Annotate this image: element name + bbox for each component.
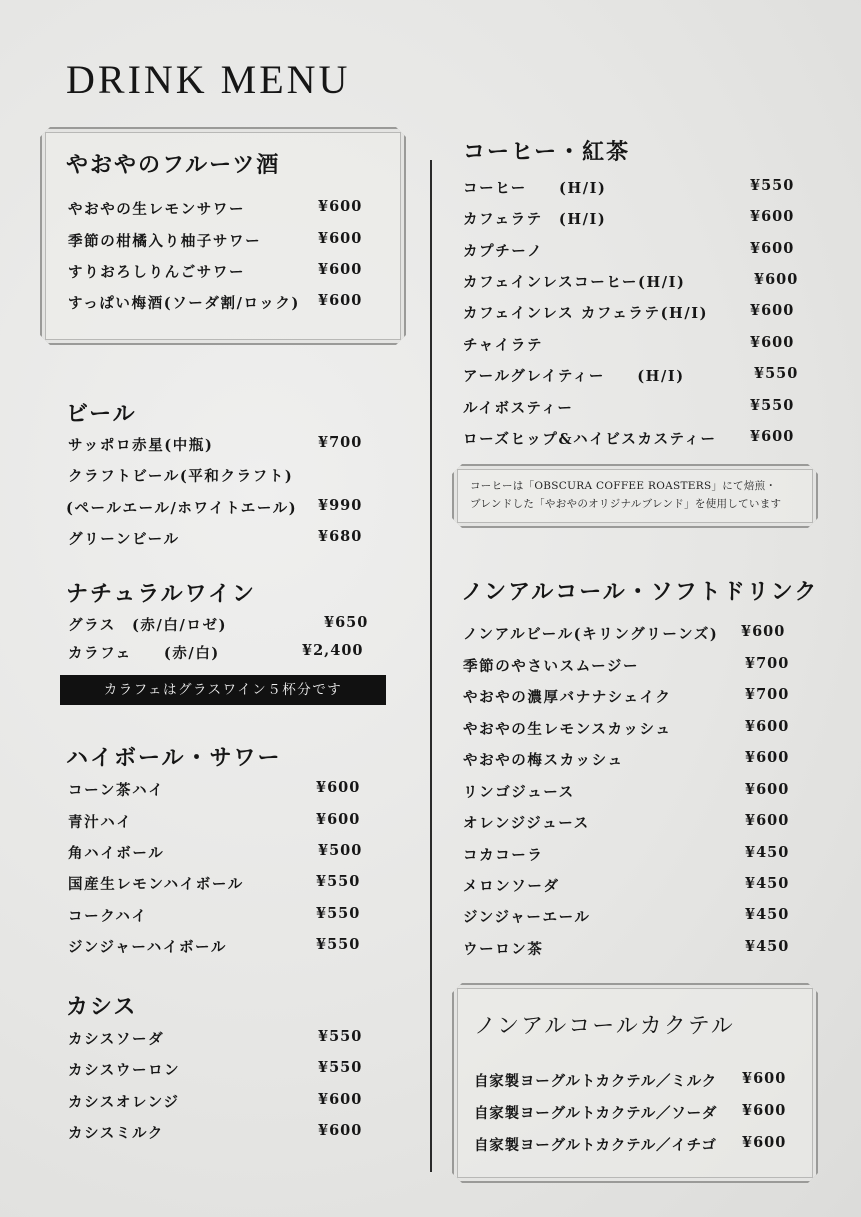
menu-item-price: ¥2,400	[302, 642, 364, 659]
menu-item-name: オレンジジュース	[463, 815, 590, 832]
menu-item-name: 自家製ヨーグルトカクテル／ソーダ	[474, 1105, 718, 1122]
menu-item-price: ¥550	[750, 397, 795, 414]
menu-item-name: ジンジャーエール	[463, 909, 591, 926]
menu-item-price: ¥650	[324, 614, 369, 631]
cassis-heading: カシス	[66, 994, 138, 1020]
menu-item-price: ¥550	[318, 1059, 363, 1076]
menu-item-price: ¥550	[316, 936, 361, 953]
menu-item-name: やおやの生レモンスカッシュ	[463, 721, 672, 738]
menu-item-price: ¥600	[750, 428, 795, 445]
menu-item-name: 自家製ヨーグルトカクテル／イチゴ	[474, 1137, 717, 1154]
menu-item-price: ¥600	[741, 623, 786, 640]
menu-item-price: ¥990	[318, 497, 363, 514]
menu-item-name: ウーロン茶	[463, 941, 544, 958]
menu-item-price: ¥600	[750, 208, 795, 225]
menu-item-name: 季節のやさいスムージー	[463, 658, 640, 675]
menu-item-name: すっぱい梅酒(ソーダ割/ロック)	[68, 295, 300, 312]
menu-item-price: ¥600	[745, 749, 790, 766]
menu-item-price: ¥600	[318, 230, 363, 247]
menu-item-name: リンゴジュース	[463, 784, 575, 801]
beer-heading: ビール	[66, 401, 137, 427]
menu-item-price: ¥550	[316, 873, 361, 890]
wine-heading: ナチュラルワイン	[66, 581, 257, 607]
menu-item-name: カフェインレス カフェラテ(H/I)	[463, 305, 709, 322]
menu-item-name: 国産生レモンハイボール	[68, 876, 244, 893]
menu-item-price: ¥600	[750, 302, 795, 319]
menu-item-name: ジンジャーハイボール	[68, 939, 227, 956]
menu-item-name: カフェインレスコーヒー(H/I)	[463, 274, 686, 291]
menu-item-price: ¥600	[750, 334, 795, 351]
coffee-note-line: コーヒーは「OBSCURA COFFEE ROASTERS」にて焙煎・	[470, 480, 777, 492]
menu-item-name: ローズヒップ&ハイビスカスティー	[463, 431, 717, 448]
menu-item-name: グラス (赤/白/ロゼ)	[68, 617, 228, 634]
fruit-heading: やおやのフルーツ酒	[66, 152, 281, 178]
menu-item-price: ¥600	[318, 1122, 363, 1139]
menu-item-price: ¥600	[316, 811, 361, 828]
menu-item-name: コーヒー (H/I)	[463, 180, 607, 197]
menu-item-price: ¥600	[750, 240, 795, 257]
menu-item-price: ¥600	[742, 1134, 787, 1151]
menu-item-name: カフェラテ (H/I)	[463, 211, 607, 228]
menu-item-name: コーン茶ハイ	[68, 782, 165, 799]
menu-item-price: ¥600	[318, 1091, 363, 1108]
menu-item-price: ¥600	[318, 198, 363, 215]
coffee-note-line: ブレンドした「やおやのオリジナルブレンド」を使用しています	[470, 498, 782, 510]
menu-item-price: ¥450	[745, 844, 790, 861]
menu-item-price: ¥450	[745, 875, 790, 892]
menu-item-name: ノンアルビール(キリングリーンズ)	[463, 626, 719, 643]
menu-item-price: ¥600	[745, 718, 790, 735]
menu-item-price: ¥550	[318, 1028, 363, 1045]
menu-item-price: ¥450	[745, 906, 790, 923]
menu-item-name: サッポロ赤星(中瓶)	[68, 437, 214, 454]
menu-item-name: 季節の柑橘入り柚子サワー	[68, 233, 262, 250]
soft-drinks-heading: ノンアルコール・ソフトドリンク	[461, 579, 819, 605]
coffee-heading: コーヒー・紅茶	[463, 139, 631, 165]
menu-item-name: やおやの梅スカッシュ	[463, 752, 624, 769]
menu-item-price: ¥500	[318, 842, 363, 859]
menu-item-price: ¥600	[745, 812, 790, 829]
menu-item-price: ¥550	[316, 905, 361, 922]
menu-item-price: ¥700	[745, 686, 790, 703]
menu-item-price: ¥700	[318, 434, 363, 451]
menu-item-name: カシスオレンジ	[68, 1094, 180, 1111]
menu-item-name: メロンソーダ	[463, 878, 560, 895]
carafe-note: カラフェはグラスワイン５杯分です	[60, 675, 386, 705]
menu-item-price: ¥680	[318, 528, 363, 545]
menu-item-name: ルイボスティー	[463, 400, 574, 417]
menu-item-name: カシスソーダ	[68, 1031, 165, 1048]
menu-item-price: ¥600	[754, 271, 799, 288]
menu-item-name: アールグレイティー (H/I)	[463, 368, 685, 385]
menu-item-price: ¥600	[745, 781, 790, 798]
page-title: DRINK MENU	[66, 57, 351, 102]
menu-item-price: ¥600	[316, 779, 361, 796]
menu-item-name: カシスミルク	[68, 1125, 164, 1142]
menu-item-price: ¥600	[742, 1102, 787, 1119]
menu-item-name: チャイラテ	[463, 337, 544, 354]
menu-item-name: コカコーラ	[463, 847, 544, 864]
menu-item-name: カプチーノ	[463, 243, 544, 260]
menu-item-price: ¥700	[745, 655, 790, 672]
cocktail-heading: ノンアルコールカクテル	[474, 1014, 735, 1039]
column-divider	[430, 160, 432, 1172]
menu-item-name: コークハイ	[68, 908, 148, 925]
menu-item-name: やおやの生レモンサワー	[68, 201, 246, 218]
menu-item-name: 自家製ヨーグルトカクテル／ミルク	[474, 1073, 717, 1090]
menu-item-name: 青汁ハイ	[68, 814, 133, 831]
menu-item-name: 角ハイボール	[68, 845, 165, 862]
menu-item-price: ¥600	[318, 261, 363, 278]
menu-item-name: クラフトビール(平和クラフト)	[68, 468, 294, 485]
menu-item-name: (ペールエール/ホワイトエール)	[66, 500, 298, 517]
menu-item-name: グリーンビール	[68, 531, 180, 548]
menu-item-price: ¥450	[745, 938, 790, 955]
menu-item-price: ¥600	[742, 1070, 787, 1087]
menu-item-price: ¥550	[754, 365, 799, 382]
menu-item-name: カシスウーロン	[68, 1062, 181, 1079]
menu-item-name: カラフェ (赤/白)	[68, 645, 220, 662]
menu-item-price: ¥550	[750, 177, 795, 194]
menu-item-name: すりおろしりんごサワー	[68, 264, 246, 281]
highball-heading: ハイボール・サワー	[66, 745, 282, 771]
menu-item-name: やおやの濃厚バナナシェイク	[463, 689, 672, 706]
menu-item-price: ¥600	[318, 292, 363, 309]
